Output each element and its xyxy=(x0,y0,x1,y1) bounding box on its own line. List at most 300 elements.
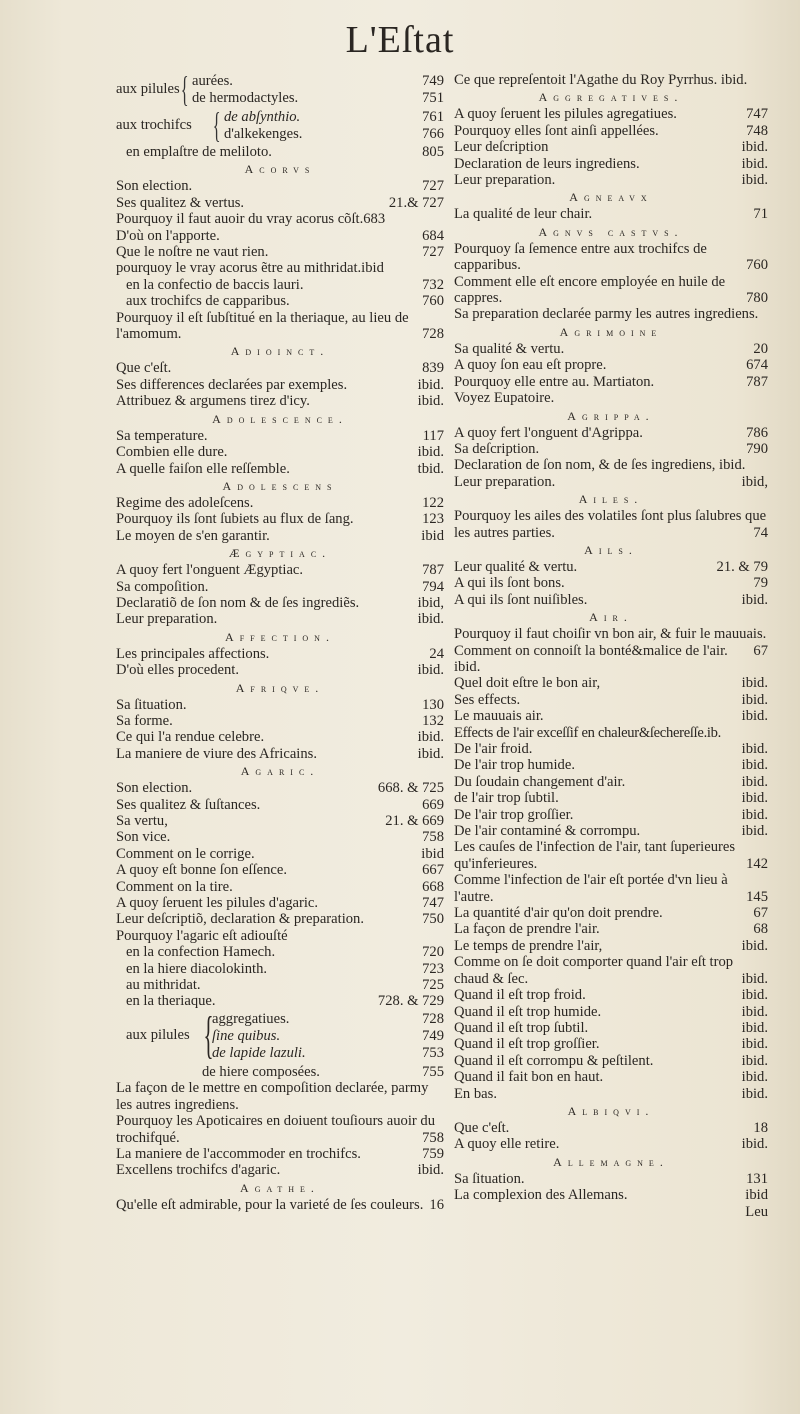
entry-text: A quoy ſon eau eſt propre. xyxy=(454,357,607,374)
section-heading: Agrippa. xyxy=(567,408,655,423)
section-heading: Ægyptiac. xyxy=(228,546,332,561)
index-entry xyxy=(454,390,768,406)
page-ref: 749 xyxy=(422,73,444,89)
entry-text: Que le noſtre ne vaut rien. xyxy=(116,244,269,261)
index-entry xyxy=(454,274,768,307)
catchword xyxy=(454,1204,768,1220)
page-ref: ibid. xyxy=(741,773,768,790)
entry-text: Comment elle eſt encore employée en huile de cappres. xyxy=(454,273,726,307)
index-entry xyxy=(116,461,444,477)
brace-line: aggregatiues. xyxy=(212,1010,290,1027)
index-entry xyxy=(116,729,444,745)
page-ref: 747 xyxy=(422,895,444,912)
entry-text: Que c'eſt. xyxy=(454,1119,510,1136)
page-ref: ibid. xyxy=(741,1052,768,1069)
page-ref: ibid. xyxy=(741,757,768,774)
page-ref: ibid. xyxy=(741,937,768,954)
index-entry xyxy=(454,172,768,188)
entry-text: en la confection Hamech. xyxy=(126,944,276,961)
page-ref: 728 xyxy=(422,1010,444,1027)
page-ref: 727 xyxy=(422,178,444,195)
entry-text: Quand il eſt corrompu & peſtilent. xyxy=(454,1052,654,1069)
page-ref: 67 xyxy=(753,642,768,659)
index-entry xyxy=(454,774,768,790)
page-ref: 131 xyxy=(746,1170,768,1187)
page-ref: ibid. xyxy=(741,1003,768,1020)
page-ref: ibid. xyxy=(741,790,768,807)
entry-text: Le mauuais air. xyxy=(454,708,544,725)
index-entry xyxy=(116,662,444,678)
entry-text: Declaratiõ de ſon nom & de ſes ingrediẽs. xyxy=(116,594,360,611)
page-ref: 750 xyxy=(422,911,444,928)
index-entry xyxy=(454,839,768,872)
page-ref: ibid. xyxy=(417,1162,444,1179)
index-entry xyxy=(116,895,444,911)
page-ref: Leu xyxy=(745,1203,768,1220)
index-entry xyxy=(454,1053,768,1069)
entry-text: Pourquoy ſa ſemence entre aux trochifcs de capparibus. xyxy=(454,240,707,274)
right-column xyxy=(454,72,768,1220)
page-ref: ibid. xyxy=(741,691,768,708)
page-ref: 16 xyxy=(429,1196,444,1213)
index-entry xyxy=(116,310,444,343)
page-ref: 805 xyxy=(422,144,444,160)
index-entry xyxy=(454,441,768,457)
index-entry xyxy=(454,1086,768,1102)
index-entry xyxy=(116,1146,444,1162)
index-entry xyxy=(116,528,444,544)
entry-text: Pourquoy l'agaric eſt adiouſté xyxy=(116,927,288,944)
page-ref: ibid. xyxy=(741,591,768,608)
index-entry xyxy=(116,495,444,511)
entry-text: Pourquoy les Apoticaires en doiuent touſiours auoir du trochifqué. xyxy=(116,1113,435,1146)
section-heading: Agnvs castvs. xyxy=(538,224,684,239)
index-entry xyxy=(454,741,768,757)
index-entry xyxy=(454,823,768,839)
page-ref: ibid. xyxy=(741,1036,768,1053)
entry-text: Qu'elle eſt admirable, pour la varieté de ſes couleurs. xyxy=(116,1196,424,1213)
page-ref: 761 xyxy=(422,109,444,125)
entry-text: Quel doit eſtre le bon air, xyxy=(454,675,601,692)
entry-text: Declaration de ſon nom, & de ſes ingrediens, ibid. xyxy=(454,457,746,474)
entry-text: A qui ils ſont nuiſibles. xyxy=(454,591,588,608)
index-entry xyxy=(116,393,444,409)
entry-text: Sa ſituation. xyxy=(116,696,187,713)
page-ref: 132 xyxy=(422,712,444,729)
entry-text: La quantité d'air qu'on doit prendre. xyxy=(454,905,663,922)
entry-text: A qui ils ſont bons. xyxy=(454,575,565,592)
index-entry xyxy=(454,139,768,155)
entry-text: Pourquoy les ailes des volatiles ſont plus ſalubres que les autres parties. xyxy=(454,508,767,541)
index-entry xyxy=(116,1162,444,1178)
page-ref: 749 xyxy=(422,1027,444,1044)
index-entry xyxy=(116,178,444,194)
page-ref: ibid. xyxy=(741,987,768,1004)
section-heading: Agaric. xyxy=(240,764,320,779)
page-ref: ibid. xyxy=(417,611,444,628)
entry-text: La façon de prendre l'air. xyxy=(454,921,600,938)
entry-text: de hiere composées. xyxy=(202,1063,320,1080)
entry-text: Quand il eſt trop humide. xyxy=(454,1003,602,1020)
section-heading: Ails. xyxy=(584,542,638,557)
entry-text: Ce que repreſentoit l'Agathe du Roy Pyrrhus. xyxy=(454,72,718,88)
index-entry xyxy=(454,1187,768,1203)
entry-text: Ses qualitez & ſuſtances. xyxy=(116,796,261,813)
page-ref: ibid. xyxy=(741,172,768,189)
entry-text: Pourquoy elles ſont ainſi appellées. xyxy=(454,122,659,139)
entry-text: au mithridat. xyxy=(126,977,201,994)
index-entry xyxy=(116,713,444,729)
section-heading: Acorvs xyxy=(244,162,316,177)
index-entry xyxy=(454,921,768,937)
entry-text: A quelle faiſon elle reſſemble. xyxy=(116,460,290,477)
page-ref: 674 xyxy=(746,357,768,374)
index-entry xyxy=(116,562,444,578)
section-heading: Afriqve. xyxy=(235,680,325,695)
index-entry xyxy=(454,757,768,773)
entry-text: Du ſoudain changement d'air. xyxy=(454,773,626,790)
page-ref: 122 xyxy=(422,494,444,511)
entry-text: Attribuez & argumens tirez d'icy. xyxy=(116,393,310,410)
page-ref: ibid. xyxy=(741,1085,768,1102)
page-ref: 145 xyxy=(746,888,768,905)
entry-text: Comment on la tire. xyxy=(116,878,233,895)
brace-line: de abſynthio. xyxy=(224,109,301,125)
brace-entry-pilules-agaric xyxy=(116,1006,444,1064)
index-entry xyxy=(116,829,444,845)
index-entry xyxy=(116,1197,444,1213)
index-entry xyxy=(116,862,444,878)
index-entry xyxy=(454,1020,768,1036)
index-entry xyxy=(116,879,444,895)
entry-text: Pourquoy elle entre au. Martiaton. xyxy=(454,373,655,390)
index-entry xyxy=(454,123,768,139)
brace-symbol: { xyxy=(212,105,221,145)
brace-line: ſine quibus. xyxy=(212,1027,281,1044)
index-entry xyxy=(454,241,768,274)
page-ref: 21.& 727 xyxy=(388,194,444,211)
page-ref: ibid xyxy=(421,845,444,862)
page-ref: 786 xyxy=(746,424,768,441)
page-ref: 71 xyxy=(753,206,768,223)
section-heading: Adolescence. xyxy=(212,411,348,426)
section-heading: Adioinct. xyxy=(230,344,330,359)
index-entry xyxy=(454,206,768,222)
entry-text: D'où on l'apporte. xyxy=(116,227,220,244)
page-ref: 20 xyxy=(753,340,768,357)
entry-text: Comme l'infection de l'air eſt portée d'vn lieu à l'autre. xyxy=(454,872,728,905)
section-heading: Ailes. xyxy=(578,492,644,507)
page-ref: 68 xyxy=(753,921,768,938)
entry-text: Pourquoy il faut choiſir vn bon air, & fuir le mauuais. xyxy=(454,626,767,643)
page-ref: ibid. xyxy=(417,662,444,679)
entry-text: A quoy ſeruent les pilules d'agaric. xyxy=(116,895,319,912)
page-ref: ibid. xyxy=(741,806,768,823)
entry-text: Leur deſcriptiõ, declaration & preparation. xyxy=(116,911,364,928)
entry-text: Leur preparation. xyxy=(116,611,218,628)
index-entry xyxy=(454,457,768,473)
index-entry xyxy=(116,195,444,211)
entry-text: pourquoy le vray acorus ẽtre au mithridat.ibid xyxy=(116,260,384,277)
index-entry xyxy=(454,156,768,172)
index-entry xyxy=(116,444,444,460)
index-entry xyxy=(116,797,444,813)
index-entry xyxy=(454,592,768,608)
entry-text: Sa forme. xyxy=(116,712,173,729)
index-entry xyxy=(454,425,768,441)
page-ref: 117 xyxy=(422,427,444,444)
index-entry xyxy=(454,575,768,591)
page-ref: 753 xyxy=(422,1044,444,1061)
page-ref: 787 xyxy=(422,562,444,579)
index-entry xyxy=(116,244,444,260)
entry-text: Comment on connoiſt la bonté&malice de l'air. ibid. xyxy=(454,642,728,675)
index-entry xyxy=(454,106,768,122)
index-entry xyxy=(116,1080,444,1113)
page-ref: 720 xyxy=(422,944,444,961)
page-ref: 728. & 729 xyxy=(377,993,444,1010)
entry-text: Les cauſes de l'infection de l'air, tant ſuperieures qu'inferieures. xyxy=(454,839,736,872)
index-entry xyxy=(454,1120,768,1136)
page-ref: ibid. xyxy=(741,1069,768,1086)
page-title: L'Eſtat xyxy=(345,19,455,61)
brace-line: de lapide lazuli. xyxy=(212,1044,306,1061)
page-ref: 727 xyxy=(422,244,444,261)
index-entry xyxy=(116,1113,444,1146)
index-entry xyxy=(116,428,444,444)
entry-text: Les principales affections. xyxy=(116,645,270,662)
entry-text: Comment on le corrige. xyxy=(116,845,255,862)
index-entry xyxy=(454,643,768,676)
entry-text: Ses effects. xyxy=(454,691,521,708)
page-ref: 725 xyxy=(422,977,444,994)
index-entry xyxy=(116,646,444,662)
page-ref: 759 xyxy=(422,1145,444,1162)
entry-text: Quand il eſt trop ſubtil. xyxy=(454,1019,589,1036)
index-entry xyxy=(116,360,444,376)
entry-text: D'où elles procedent. xyxy=(116,662,239,679)
brace-line: aurées. xyxy=(192,73,233,89)
index-entry xyxy=(454,559,768,575)
section-heading: Air. xyxy=(589,610,633,625)
entry-text: Sa temperature. xyxy=(116,427,208,444)
index-entry xyxy=(454,872,768,905)
entry-text: en la hiere diacolokinth. xyxy=(126,960,268,977)
index-entry xyxy=(116,211,444,227)
page-ref: 669 xyxy=(422,796,444,813)
page-ref: 728 xyxy=(422,326,444,343)
entry-text: Son election. xyxy=(116,178,193,195)
index-entry xyxy=(454,508,768,541)
index-entry xyxy=(116,579,444,595)
entry-text: De l'air contaminé & corrompu. xyxy=(454,823,641,840)
section-heading: Agathe. xyxy=(240,1180,320,1195)
entry-text: Sa compoſition. xyxy=(116,578,209,595)
page-ref: ibid. xyxy=(741,823,768,840)
entry-text: de l'air trop ſubtil. xyxy=(454,790,559,807)
page-ref: 758 xyxy=(422,829,444,846)
index-entry xyxy=(454,954,768,987)
page-ref: ibid. xyxy=(741,139,768,156)
page-ref: 751 xyxy=(422,90,444,106)
brace-label: aux pilules xyxy=(116,81,180,97)
entry-text: De l'air trop humide. xyxy=(454,757,575,774)
index-entry xyxy=(116,977,444,993)
page-ref: ibid. xyxy=(741,741,768,757)
entry-text: Excellens trochifcs d'agaric. xyxy=(116,1162,281,1179)
page-ref: 760 xyxy=(746,257,768,274)
page-ref: tbid. xyxy=(417,460,444,477)
page-ref: 747 xyxy=(746,106,768,123)
page-ref: 142 xyxy=(746,855,768,872)
page-ref: 21. & 79 xyxy=(716,558,768,575)
index-entry xyxy=(454,374,768,390)
entry-text: A quoy ſeruent les pilules agregatiues. xyxy=(454,106,677,123)
page-ref: ibid. xyxy=(417,444,444,461)
index-entry xyxy=(454,807,768,823)
entry-text: La maniere de viure des Africains. xyxy=(116,745,317,762)
entry-text: Sa deſcription. xyxy=(454,440,540,457)
index-entry xyxy=(454,306,768,322)
entry-text: Quand il fait bon en haut. xyxy=(454,1069,604,1086)
index-entry xyxy=(454,1069,768,1085)
index-entry xyxy=(454,725,768,741)
page-ref: 18 xyxy=(753,1119,768,1136)
page-ref: ibid. xyxy=(417,376,444,393)
index-entry xyxy=(116,144,444,160)
page-ref: 130 xyxy=(422,696,444,713)
entry-text: En bas. xyxy=(454,1085,497,1102)
index-entry xyxy=(116,846,444,862)
entry-text: De l'air froid. xyxy=(454,741,533,757)
index-entry xyxy=(116,928,444,944)
entry-text: Son election. xyxy=(116,780,193,797)
entry-text: Quand il eſt trop groſſier. xyxy=(454,1036,600,1053)
section-heading: Agrimoine xyxy=(559,324,663,339)
entry-text: A quoy elle retire. xyxy=(454,1136,560,1153)
index-entry xyxy=(116,511,444,527)
page-ref: ibid. xyxy=(741,970,768,987)
entry-text: Leur preparation. xyxy=(454,172,556,189)
page-ref: 780 xyxy=(746,290,768,307)
brace-line: d'alkekenges. xyxy=(224,126,303,142)
index-entry xyxy=(454,474,768,490)
index-entry xyxy=(454,675,768,691)
entry-text: en la theriaque. xyxy=(126,993,216,1010)
entry-text: Quand il eſt trop froid. xyxy=(454,987,586,1004)
index-entry xyxy=(454,708,768,724)
page-ref: ibid. xyxy=(417,729,444,746)
page-ref: ibid. xyxy=(417,393,444,410)
page-ref: ibid. xyxy=(741,708,768,725)
entry-text: aux trochifcs de capparibus. xyxy=(126,293,290,310)
page-ref: ibid, xyxy=(417,594,444,611)
index-entry xyxy=(116,611,444,627)
page-ref: ibid xyxy=(421,527,444,544)
entry-text: A quoy fert l'onguent Ægyptiac. xyxy=(116,562,304,579)
entry-text: De l'air trop groſſier. xyxy=(454,806,574,823)
page-ref: ibid. xyxy=(741,155,768,172)
entry-text: La qualité de leur chair. xyxy=(454,206,593,223)
section-heading: Allemagne. xyxy=(553,1154,669,1169)
left-column xyxy=(116,69,444,1213)
entry-text: La maniere de l'accommoder en trochifcs. xyxy=(116,1145,361,1162)
index-entry xyxy=(116,260,444,276)
entry-text: Leur deſcription xyxy=(454,139,549,156)
entry-text: Pourquoy il faut auoir du vray acorus cõſt.683 xyxy=(116,211,386,228)
page-ref: 79 xyxy=(753,575,768,592)
entry-text: Que c'eſt. xyxy=(116,360,172,377)
index-entry xyxy=(116,746,444,762)
entry-text: Sa preparation declarée parmy les autres ingrediens. xyxy=(454,306,759,323)
brace-symbol: { xyxy=(180,69,189,109)
index-entry xyxy=(116,780,444,796)
page-ref: 748 xyxy=(746,122,768,139)
index-entry xyxy=(116,813,444,829)
index-entry xyxy=(116,377,444,393)
entry-text: Comme on ſe doit comporter quand l'air eſt trop chaud & ſec. xyxy=(454,954,734,987)
brace-label: aux pilules xyxy=(126,1026,190,1043)
section-heading: Agneavx xyxy=(569,190,653,205)
entry-text: Son vice. xyxy=(116,829,171,846)
entry-text: Leur qualité & vertu. xyxy=(454,558,578,575)
entry-text: Leur preparation. xyxy=(454,473,556,490)
entry-text: Pourquoy ils ſont ſubiets au flux de ſang. xyxy=(116,511,354,528)
index-entry xyxy=(454,905,768,921)
entry-text: Le temps de prendre l'air, xyxy=(454,937,603,954)
entry-text: Sa vertu, xyxy=(116,813,168,829)
index-entry xyxy=(116,277,444,293)
index-entry xyxy=(454,938,768,954)
entry-text: A quoy fert l'onguent d'Agrippa. xyxy=(454,424,643,441)
page-ref: 790 xyxy=(746,440,768,457)
entry-text: Sa qualité & vertu. xyxy=(454,340,565,357)
entry-text: Voyez Eupatoire. xyxy=(454,390,555,407)
page-ref: 794 xyxy=(422,578,444,595)
index-entry xyxy=(116,595,444,611)
page-ref: ibid. xyxy=(741,1019,768,1036)
page-ref: 24 xyxy=(429,645,444,662)
section-heading: Albiqvi. xyxy=(567,1103,655,1118)
index-entry xyxy=(116,293,444,309)
page-ref: 755 xyxy=(422,1063,444,1080)
page-ref: ibid. xyxy=(741,675,768,692)
index-entry xyxy=(454,1004,768,1020)
page-ref: 74 xyxy=(753,524,768,541)
index-entry xyxy=(454,357,768,373)
section-heading: Adolescens xyxy=(222,478,338,493)
entry-text: Combien elle dure. xyxy=(116,444,228,461)
entry-text: Sa ſituation. xyxy=(454,1170,525,1187)
index-entry xyxy=(116,993,444,1009)
page-ref: 723 xyxy=(422,960,444,977)
entry-text: Effects de l'air exceſſif en chaleur&ſechereſſe.ib. xyxy=(454,724,722,741)
page-ref: 758 xyxy=(422,1129,444,1146)
page-ref: 760 xyxy=(422,293,444,310)
brace-label: aux trochifcs xyxy=(116,117,192,133)
page-ref: 21. & 669 xyxy=(385,813,444,829)
entry-text: Ce qui l'a rendue celebre. xyxy=(116,729,265,746)
brace-entry-pilules xyxy=(116,69,444,109)
index-entry xyxy=(454,987,768,1003)
page-ref: 684 xyxy=(422,227,444,244)
page-ref: 123 xyxy=(422,511,444,528)
brace-line: de hermodactyles. xyxy=(192,90,299,106)
section-heading: Affection. xyxy=(225,629,335,644)
entry-text: Ses differences declarées par exemples. xyxy=(116,376,348,393)
page-ref: 766 xyxy=(422,126,444,142)
page-ref: 787 xyxy=(746,373,768,390)
